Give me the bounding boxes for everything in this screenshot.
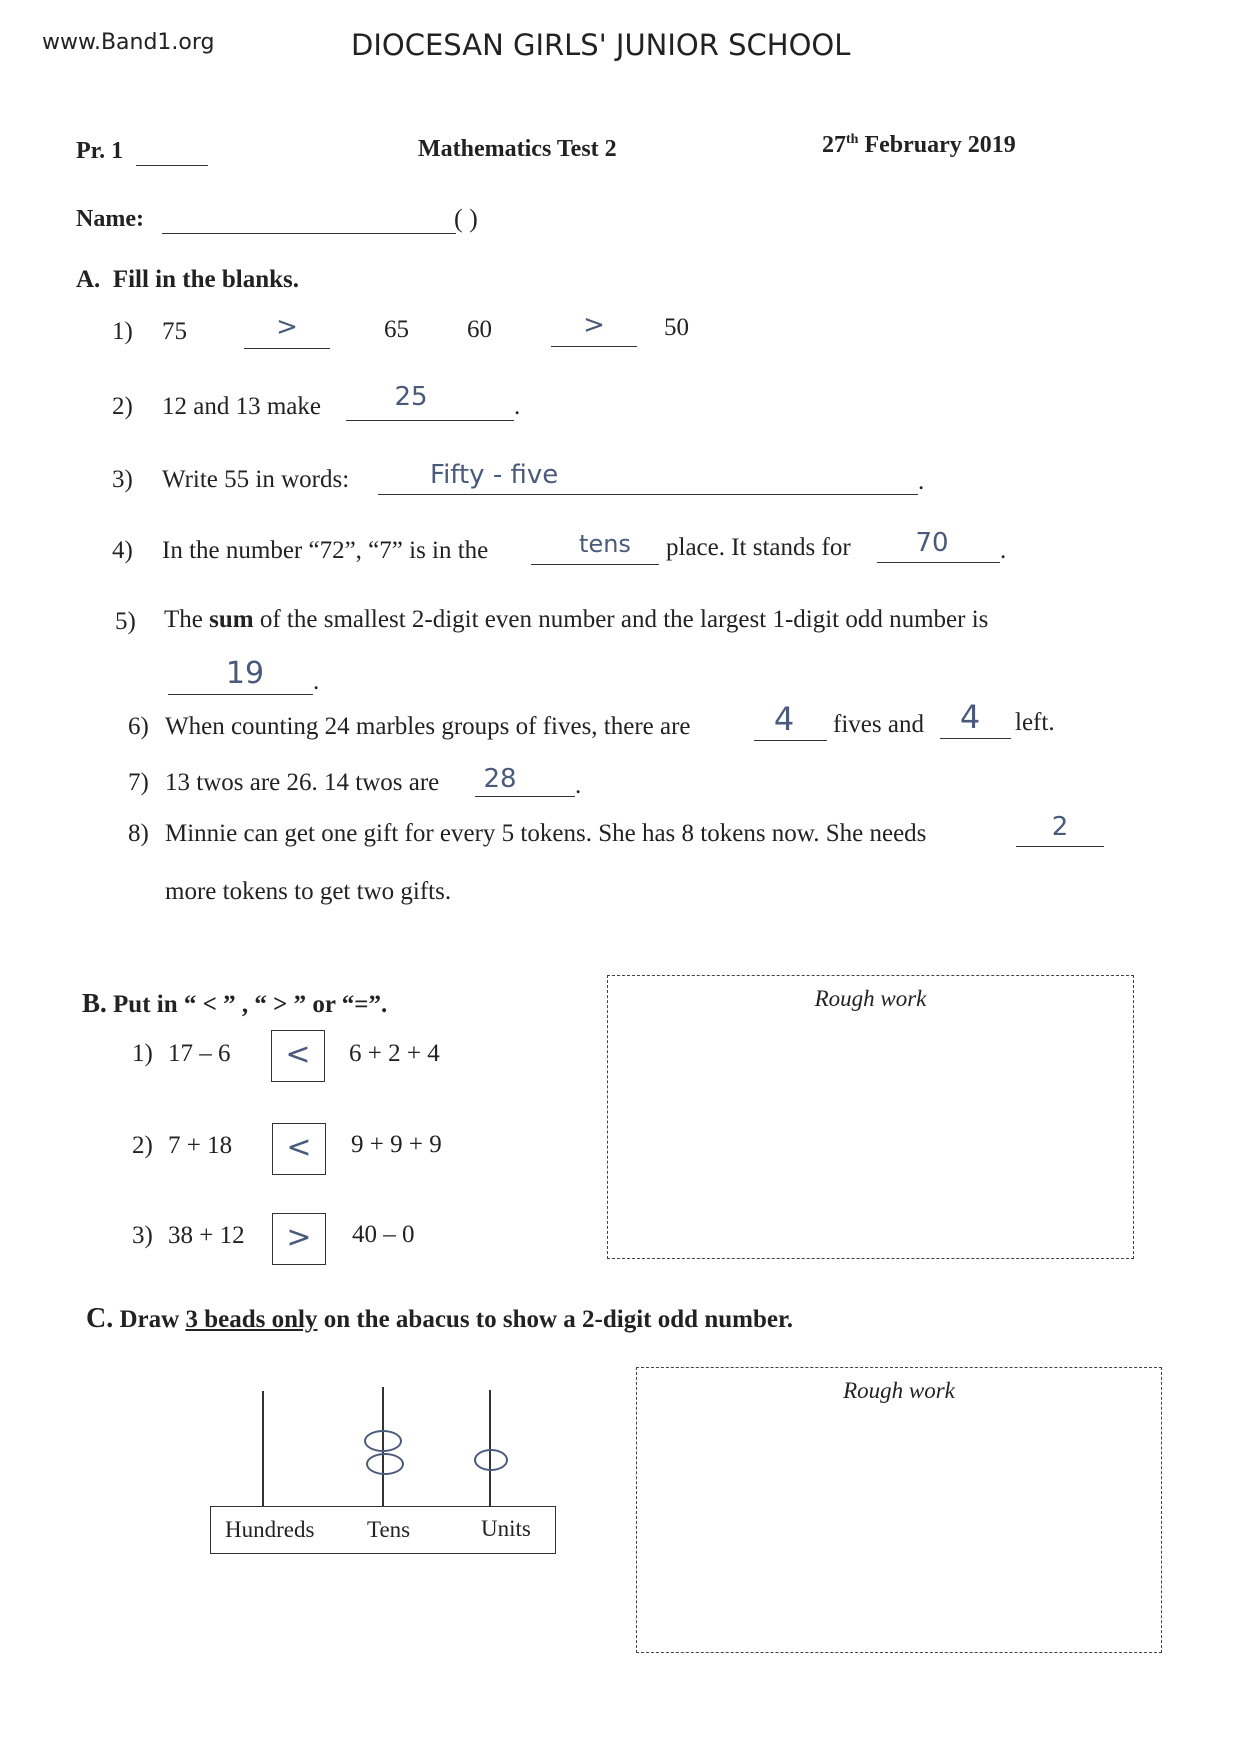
rough-work-box-b[interactable] (607, 975, 1134, 1259)
q1-answer-2: > (583, 310, 605, 340)
q2-blank[interactable] (346, 420, 514, 421)
q4-text-1: In the number “72”, “7” is in the (162, 537, 489, 564)
b3-answer-box[interactable] (272, 1213, 326, 1265)
q1-value-a: 75 (162, 318, 187, 345)
q4-answer-2: 70 (915, 528, 949, 558)
test-date: 27th February 2019 (822, 132, 1016, 158)
q5-number: 5) (115, 608, 136, 635)
q1-blank-2[interactable] (551, 346, 637, 347)
q3-number: 3) (112, 466, 133, 493)
b2-answer-box[interactable] (272, 1123, 326, 1175)
q3-period: . (918, 468, 925, 495)
school-name: DIOCESAN GIRLS' JUNIOR SCHOOL (351, 28, 851, 62)
class-number-field[interactable]: ( ) (454, 204, 478, 233)
b2-left: 7 + 18 (168, 1132, 233, 1159)
q4-number: 4) (112, 537, 133, 564)
q7-number: 7) (128, 769, 149, 796)
section-c-heading: C. Draw 3 beads only on the abacus to show a 2-digit odd number. (86, 1303, 793, 1334)
q4-blank-1[interactable] (531, 564, 659, 565)
q3-blank[interactable] (378, 494, 918, 495)
b3-answer: > (286, 1220, 312, 1255)
b1-answer-box[interactable] (271, 1030, 325, 1082)
abacus-bead (474, 1449, 508, 1471)
name-label: Name: (76, 206, 144, 232)
b2-answer: < (286, 1130, 312, 1165)
abacus-label-units: Units (481, 1516, 531, 1541)
q1-number: 1) (112, 318, 133, 345)
q6-text-3: left. (1015, 709, 1055, 736)
q2-answer: 25 (394, 382, 428, 412)
abacus-rod-units (489, 1390, 491, 1506)
q6-number: 6) (128, 713, 149, 740)
q4-answer-1: tens (579, 530, 631, 558)
q7-answer: 28 (483, 764, 517, 794)
q8-number: 8) (128, 820, 149, 847)
class-label: Pr. 1 (76, 138, 124, 164)
b2-number: 2) (132, 1132, 153, 1159)
abacus-label-hundreds: Hundreds (225, 1517, 315, 1542)
abacus-base (210, 1506, 556, 1554)
q6-blank-2[interactable] (940, 738, 1011, 739)
b3-number: 3) (132, 1222, 153, 1249)
q3-answer: Fifty - five (430, 460, 559, 490)
q1-value-d: 50 (664, 314, 689, 341)
test-title: Mathematics Test 2 (418, 136, 617, 162)
abacus-label-tens: Tens (367, 1517, 411, 1542)
q5-period: . (313, 668, 320, 695)
q2-period: . (514, 393, 521, 420)
b2-right: 9 + 9 + 9 (351, 1131, 442, 1158)
q5-answer: 19 (225, 656, 265, 691)
q1-answer-1: > (276, 312, 298, 342)
b3-left: 38 + 12 (168, 1222, 245, 1249)
b1-left: 17 – 6 (168, 1040, 231, 1067)
q8-text-2: more tokens to get two gifts. (165, 878, 452, 905)
name-field[interactable] (162, 233, 456, 234)
q1-value-b: 65 (384, 316, 409, 343)
q2-text: 12 and 13 make (162, 393, 321, 420)
section-b-heading: B. Put in “ < ” , “ > ” or “=”. (82, 988, 388, 1018)
class-blank[interactable] (136, 165, 208, 166)
q7-blank[interactable] (475, 796, 575, 797)
q4-blank-2[interactable] (877, 562, 1000, 563)
q5-text: The sum of the smallest 2-digit even number and the largest 1-digit odd number is (164, 606, 989, 633)
q6-text-2: fives and (833, 711, 924, 738)
q7-period: . (575, 772, 582, 799)
q5-blank[interactable] (168, 694, 313, 695)
q3-text: Write 55 in words: (162, 466, 350, 493)
b1-right: 6 + 2 + 4 (349, 1040, 440, 1067)
q8-blank[interactable] (1016, 846, 1104, 847)
q6-text-1: When counting 24 marbles groups of fives, there are (165, 713, 691, 740)
b1-number: 1) (132, 1040, 153, 1067)
q6-answer-2: 4 (959, 698, 981, 736)
q2-number: 2) (112, 393, 133, 420)
q1-value-c: 60 (467, 316, 492, 343)
section-a-heading: A. Fill in the blanks. (76, 266, 299, 293)
rough-work-box-c[interactable] (636, 1367, 1162, 1653)
abacus-bead (366, 1453, 404, 1475)
abacus-rod-hundreds (262, 1391, 264, 1506)
q1-blank-1[interactable] (244, 348, 330, 349)
rough-work-label: Rough work (814, 986, 927, 1011)
website-watermark: www.Band1.org (42, 30, 215, 55)
q4-period: . (1000, 537, 1007, 564)
rough-work-label: Rough work (843, 1378, 955, 1403)
q7-text: 13 twos are 26. 14 twos are (165, 769, 440, 796)
b3-right: 40 – 0 (352, 1221, 415, 1248)
b1-answer: < (285, 1037, 311, 1072)
q6-answer-1: 4 (773, 700, 795, 738)
q4-text-2: place. It stands for (666, 534, 851, 561)
q8-answer: 2 (1051, 812, 1069, 842)
q8-text-1: Minnie can get one gift for every 5 tokens. She has 8 tokens now. She needs (165, 820, 927, 847)
abacus-bead (364, 1430, 402, 1452)
q6-blank-1[interactable] (754, 740, 827, 741)
